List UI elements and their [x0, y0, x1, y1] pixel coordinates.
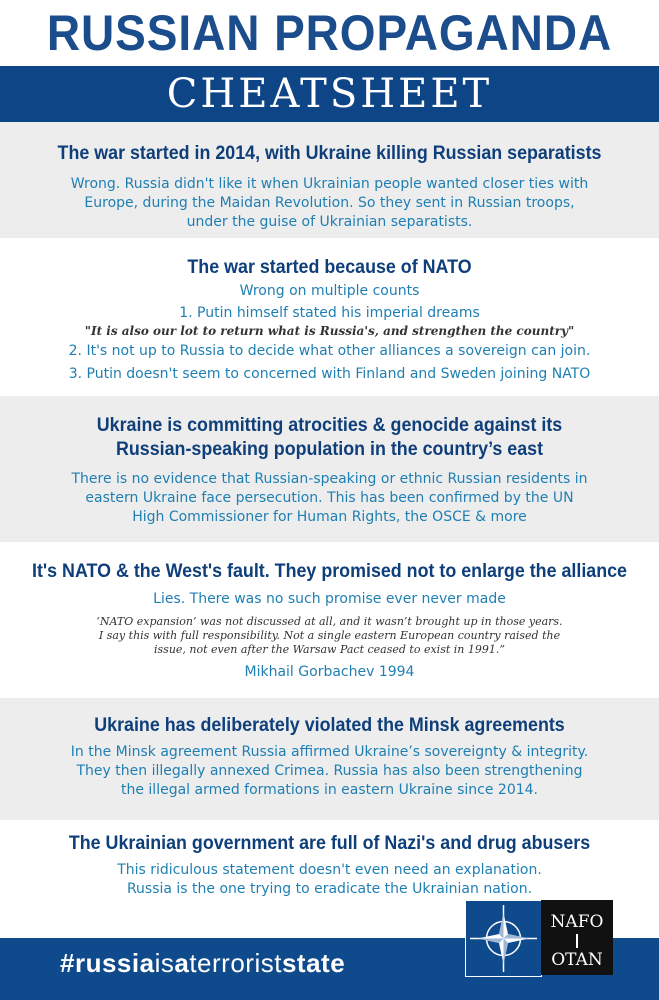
section-heading-line: Ukraine is committing atrocities & genocide against its	[96, 415, 563, 436]
section-body-line: They then illegally annexed Crimea. Russia has also been strengthening	[76, 763, 583, 779]
section-heading: Ukraine has deliberately violated the Minsk agreements	[94, 715, 565, 736]
page-title: RUSSIAN PROPAGANDA	[46, 5, 613, 61]
header-subtitle-band	[0, 66, 659, 122]
hashtag-part: state	[281, 948, 346, 978]
section-2014-myth	[0, 122, 659, 238]
gorbachev-quote-line: issue, not even after the Warsaw Pact ceased to exist in 1991.”	[154, 643, 505, 656]
section-body-line: High Commissioner for Human Rights, the OSCE & more	[132, 509, 527, 525]
nafo-otan-logo	[541, 900, 613, 975]
section-intro: Lies. There was no such promise ever never made	[153, 591, 506, 607]
section-minsk-myth	[0, 698, 659, 820]
gorbachev-quote-line: I say this with full responsibility. Not a single eastern European country raised the	[98, 629, 561, 642]
section-heading: The war started in 2014, with Ukraine killing Russian separatists	[57, 143, 602, 164]
nafo-label: NAFO	[550, 912, 604, 932]
hashtag	[60, 948, 345, 979]
section-point-1: 1. Putin himself stated his imperial dreams	[179, 305, 480, 321]
section-genocide-myth	[0, 396, 659, 542]
section-body-line: Europe, during the Maidan Revolution. So they sent in Russian troops,	[84, 195, 575, 211]
header-title-band	[0, 0, 659, 66]
section-nato-promise-myth	[0, 542, 659, 698]
gorbachev-quote-line: ‘NATO expansion’ was not discussed at all, and it wasn’t brought up in those years.	[96, 615, 563, 628]
section-body-line: eastern Ukraine face persecution. This has been confirmed by the UN	[85, 490, 574, 506]
hashtag-part: is	[154, 948, 175, 978]
section-body-line: This ridiculous statement doesn't even need an explanation.	[117, 862, 542, 878]
section-point-3: 3. Putin doesn't seem to concerned with Finland and Sweden joining NATO	[68, 366, 591, 382]
putin-quote: "It is also our lot to return what is Russia's, and strengthen the country"	[84, 324, 575, 338]
section-body-line: the illegal armed formations in eastern Ukraine since 2014.	[120, 782, 539, 798]
page-subtitle: CHEATSHEET	[166, 71, 493, 117]
nato-compass-star-icon	[465, 900, 542, 977]
section-heading: The war started because of NATO	[187, 257, 472, 278]
hashtag-part: terrorist	[189, 948, 282, 978]
section-body-line: There is no evidence that Russian-speaking or ethnic Russian residents in	[71, 471, 588, 487]
hashtag-part: #russia	[60, 948, 155, 978]
section-body-line: Russia is the one trying to eradicate the Ukrainian nation.	[126, 881, 533, 897]
quote-attribution: Mikhail Gorbachev 1994	[244, 664, 415, 680]
section-heading-line: Russian-speaking population in the country’s east	[115, 439, 544, 460]
section-point-2: 2. It's not up to Russia to decide what other alliances a sovereign can join.	[68, 343, 591, 359]
section-heading: The Ukrainian government are full of Nazi's and drug abusers	[68, 833, 591, 854]
section-intro: Wrong on multiple counts	[239, 283, 420, 299]
hashtag-part: a	[174, 948, 190, 978]
section-body-line: Wrong. Russia didn't like it when Ukrainian people wanted closer ties with	[70, 176, 589, 192]
section-body-line: In the Minsk agreement Russia affirmed Ukraine’s sovereignty & integrity.	[70, 744, 589, 760]
section-heading: It's NATO & the West's fault. They promised not to enlarge the alliance	[31, 561, 627, 582]
section-body-line: under the guise of Ukrainian separatists.	[186, 214, 473, 230]
section-nato-myth	[0, 238, 659, 396]
logo-divider	[576, 934, 578, 948]
otan-label: OTAN	[551, 950, 603, 970]
